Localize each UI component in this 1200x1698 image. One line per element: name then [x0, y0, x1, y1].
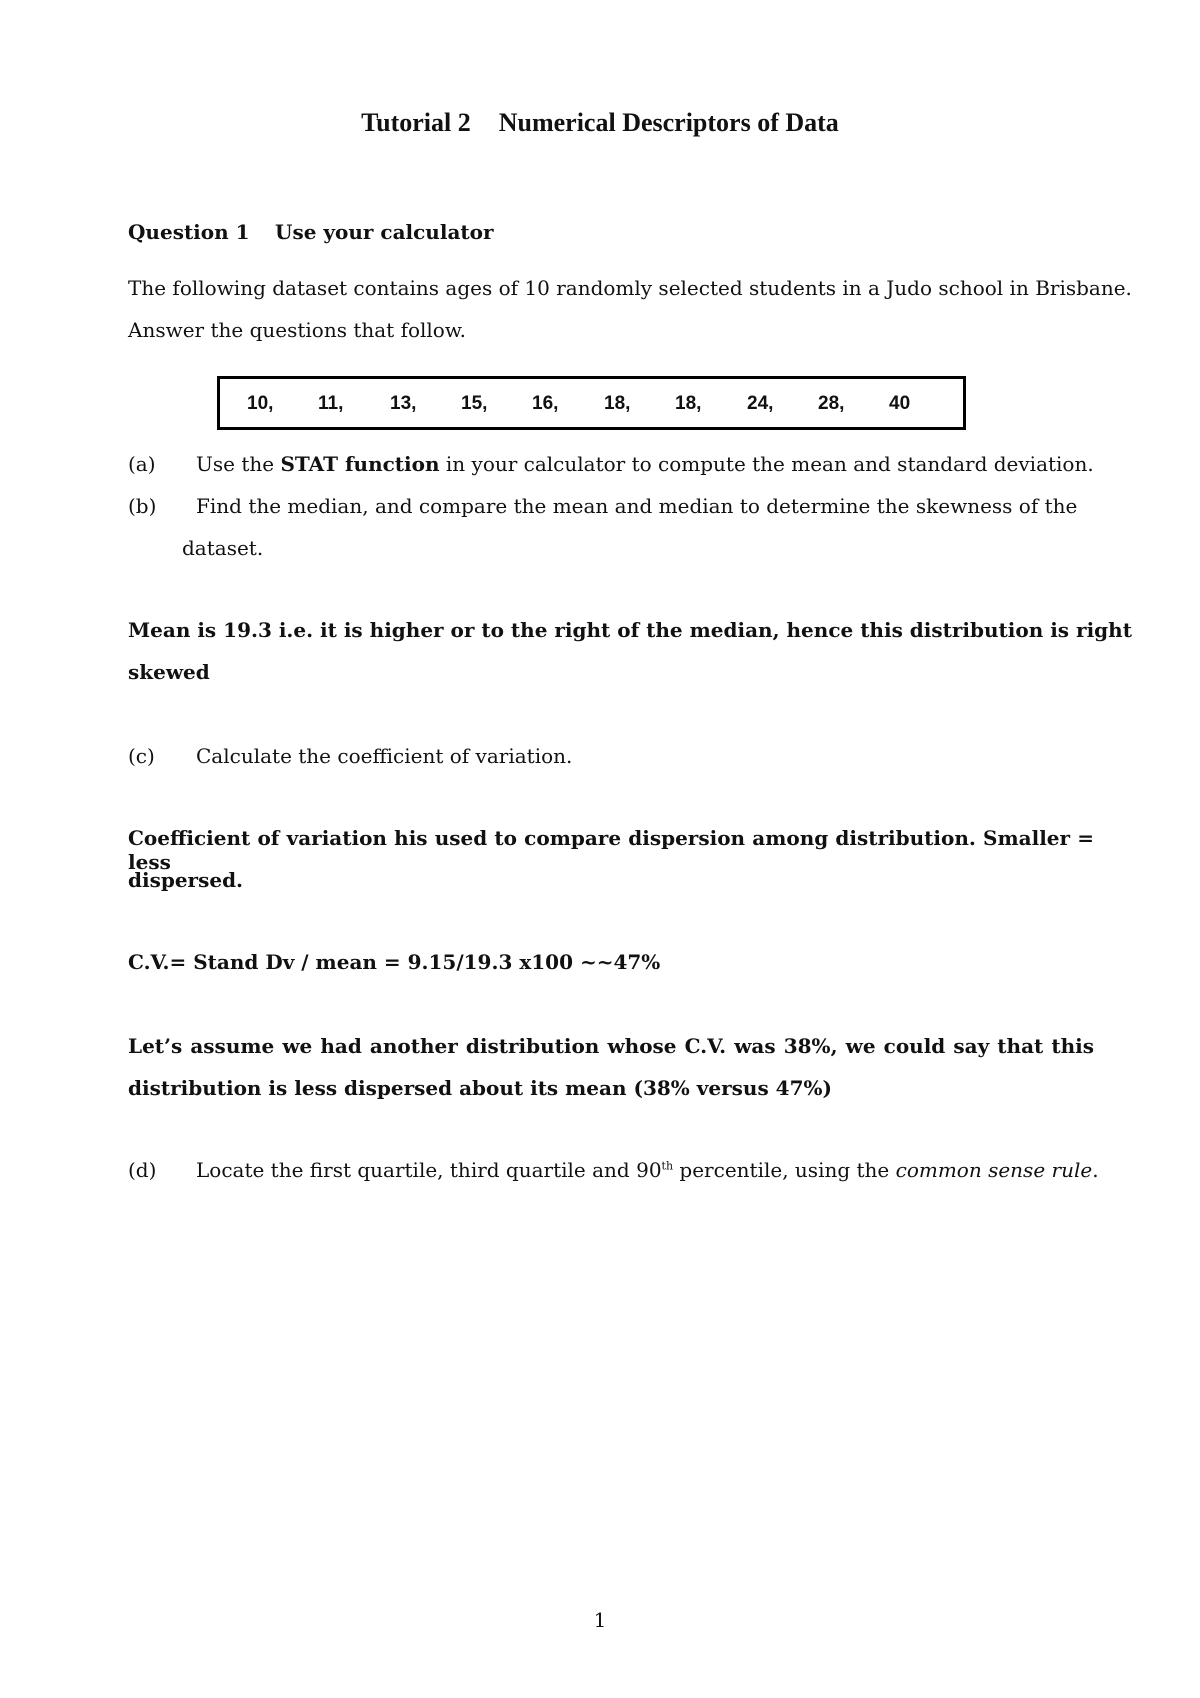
dataset-value: 16,: [532, 393, 559, 414]
title-part-1: Tutorial 2: [361, 108, 471, 137]
dataset-value: 10,: [247, 393, 274, 414]
item-a-emphasis: STAT function: [280, 452, 440, 476]
answer-cv-line-2: dispersed.: [128, 868, 244, 892]
item-a: [128, 452, 1094, 476]
item-d-text-mid: percentile, using the: [673, 1158, 896, 1182]
item-d-superscript: th: [661, 1159, 674, 1173]
item-d: [128, 1158, 1099, 1182]
question-number: Question 1: [128, 220, 250, 244]
item-a-label: (a): [128, 452, 156, 476]
answer-skew-line-2: skewed: [128, 660, 210, 684]
dataset-value: 11,: [318, 393, 344, 414]
item-b: [128, 494, 1077, 518]
dataset-value: 13,: [390, 393, 417, 414]
item-d-italic: common sense rule: [895, 1158, 1093, 1182]
item-b-line-2: dataset.: [182, 536, 264, 560]
answer-compare-line-1: Let’s assume we had another distribution whose C.V. was 38%, we could say that this: [128, 1034, 1094, 1058]
item-a-text: Use the: [196, 452, 281, 476]
dataset-value: 18,: [675, 393, 702, 414]
question-heading: [128, 220, 494, 244]
item-d-text: Locate the first quartile, third quartile and 90: [196, 1158, 662, 1182]
dataset-box: [217, 376, 966, 430]
answer-cv-line-1: Coefficient of variation his used to compare dispersion among distribution. Smaller = less: [128, 826, 1094, 874]
item-a-text-end: in your calculator to compute the mean and standard deviation.: [439, 452, 1094, 476]
title-part-2: Numerical Descriptors of Data: [498, 108, 839, 137]
dataset-value: 18,: [604, 393, 631, 414]
dataset-value: 40: [889, 393, 911, 414]
page-number: 1: [593, 1608, 607, 1632]
item-c: [128, 744, 572, 768]
item-d-label: (d): [128, 1158, 157, 1182]
item-b-label: (b): [128, 494, 157, 518]
answer-cv-formula: C.V.= Stand Dv / mean = 9.15/19.3 x100 ~~47%: [128, 950, 661, 974]
page-title: [0, 108, 1200, 138]
dataset-value: 15,: [461, 393, 488, 414]
answer-compare-line-2: distribution is less dispersed about its mean (38% versus 47%): [128, 1076, 832, 1100]
item-c-text: Calculate the coefficient of variation.: [196, 744, 573, 768]
item-b-line-1: Find the median, and compare the mean and median to determine the skewness of the: [196, 494, 1078, 518]
intro-line-2: Answer the questions that follow.: [128, 318, 466, 342]
dataset-value: 28,: [818, 393, 845, 414]
dataset-value: 24,: [747, 393, 774, 414]
item-d-text-end: .: [1092, 1158, 1099, 1182]
item-c-label: (c): [128, 744, 155, 768]
question-title: Use your calculator: [275, 220, 494, 244]
intro-line-1: The following dataset contains ages of 10 randomly selected students in a Judo school in Brisbane.: [128, 276, 1132, 300]
answer-skew-line-1: Mean is 19.3 i.e. it is higher or to the right of the median, hence this distribution is right: [128, 618, 1132, 642]
